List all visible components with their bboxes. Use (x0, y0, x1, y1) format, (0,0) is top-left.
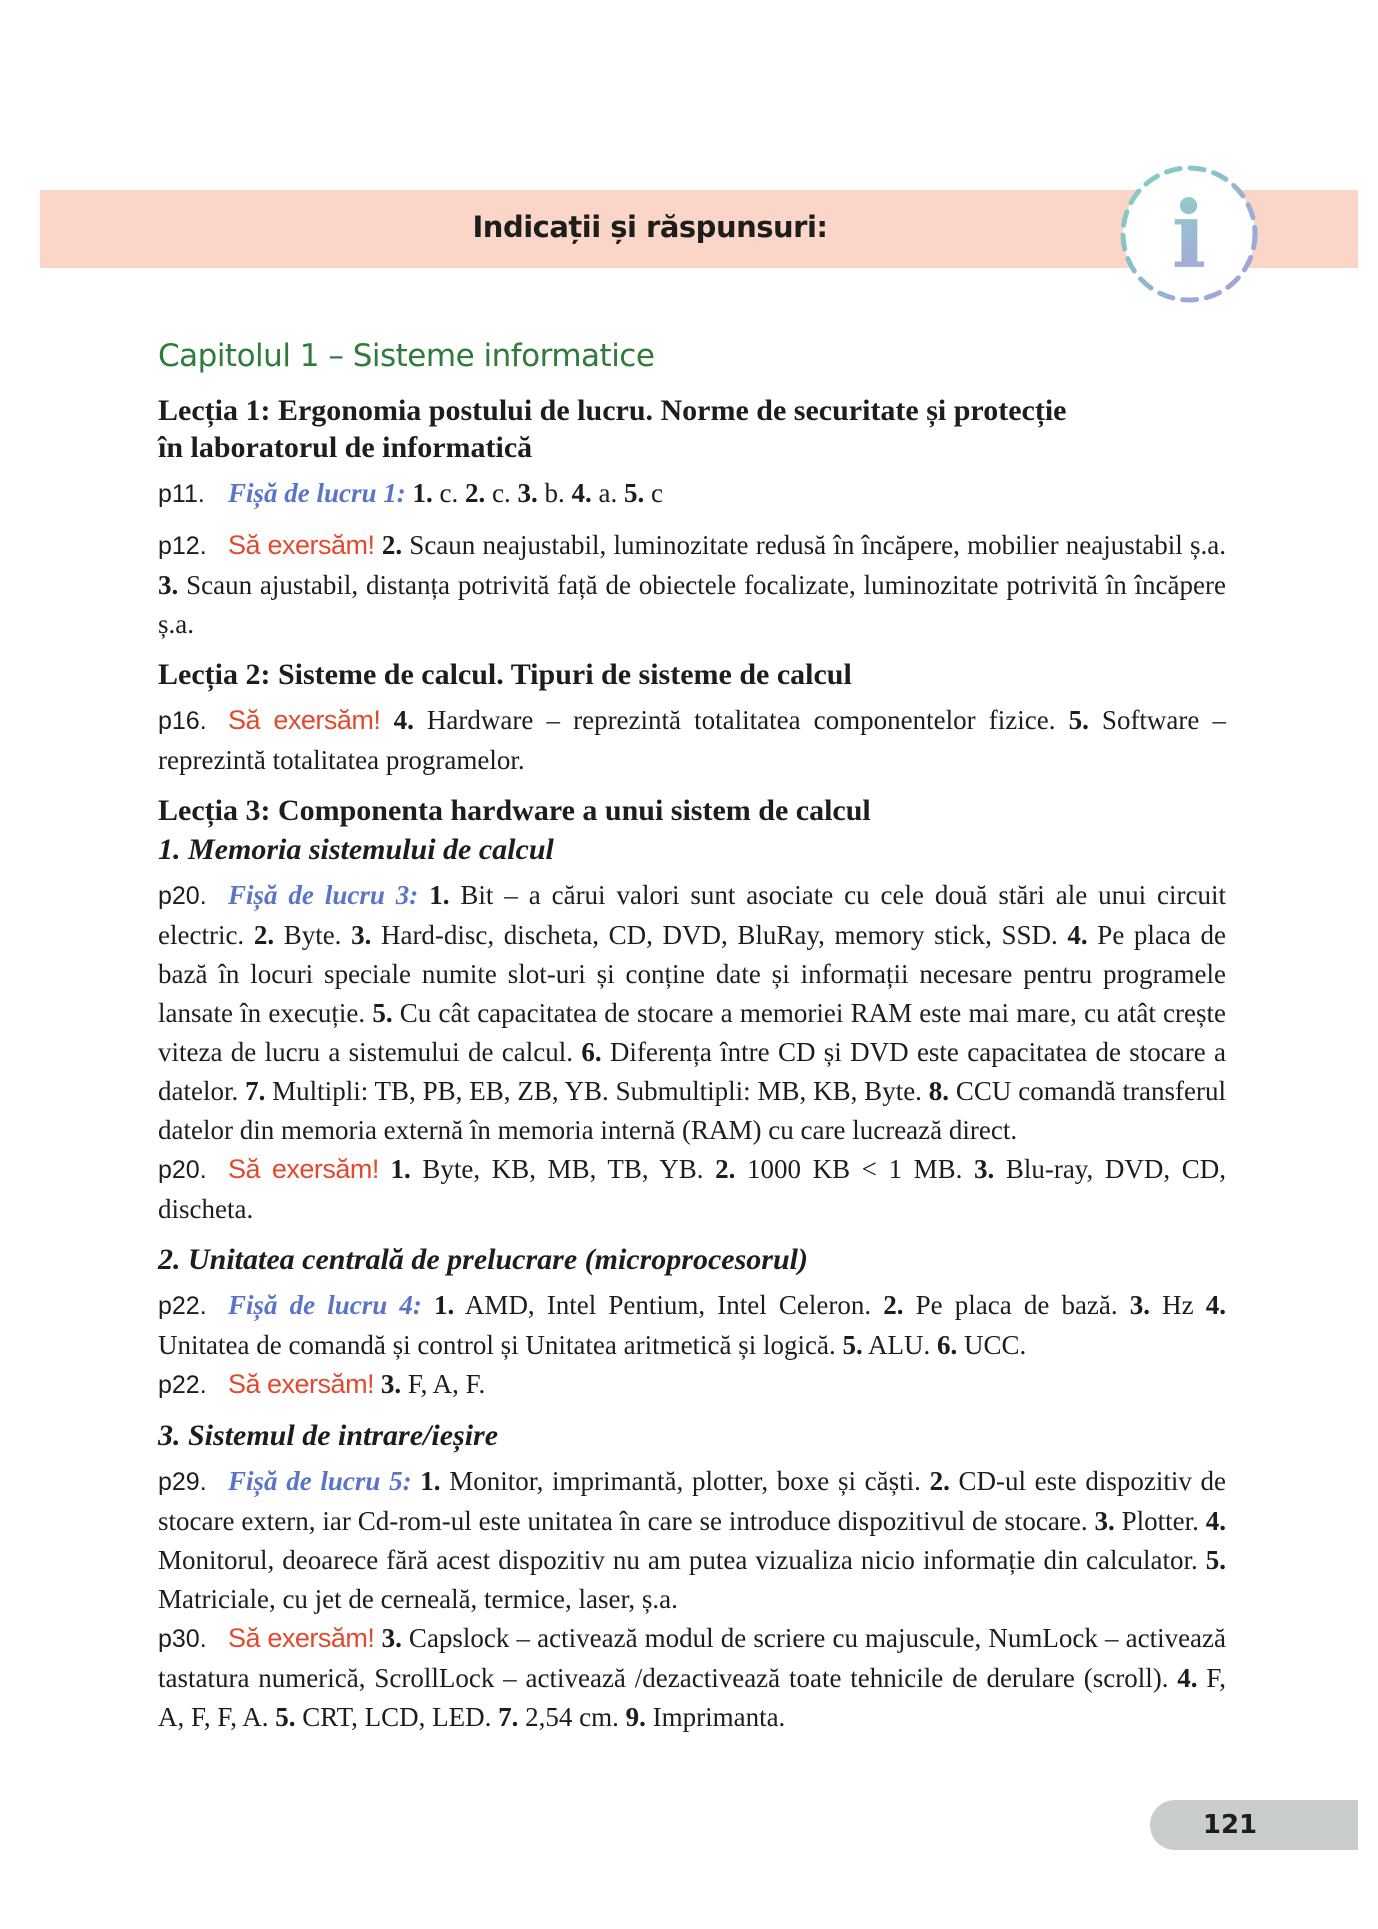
answer-text: 4. Hardware – reprezintă totalitatea componentelor fizice. 5. Software – reprezintă totalitatea programelor. (158, 705, 1227, 775)
answer-text: 1. Monitor, imprimantă, plotter, boxe și căști. 2. CD-ul este dispozitiv de stocare extern, iar Cd-rom-ul este unitatea în care se introduce dispozitivul de stocare. 3. Plotter. 4. Monitorul, deoarece fără acest dispozitiv nu am putea vizualiza nicio informație din calculator. 5. Matriciale, cu jet de cerneală, termice, laser, ș.a. (158, 1466, 1227, 1614)
subsection-3-title: 3. Sistemul de intrare/ieșire (158, 1419, 499, 1452)
exercise-label: Să exersăm! (228, 705, 381, 735)
lesson-1-title-line1: Lecția 1: Ergonomia postului de lucru. Norme de securitate și protecție (158, 394, 1067, 427)
answer-p22-worksheet (158, 1286, 1226, 1365)
answers-content (158, 392, 1226, 1749)
subsection-1-title: 1. Memoria sistemului de calcul (158, 833, 554, 866)
lesson-2-title: Lecția 2: Sisteme de calcul. Tipuri de sisteme de calcul (158, 658, 852, 691)
answer-text: 1. Byte, KB, MB, TB, YB. 2. 1000 KB < 1 MB. 3. Blu-ray, DVD, CD, discheta. (158, 1154, 1227, 1224)
page-ref: p30. (158, 1625, 207, 1653)
chapter-title: Capitolul 1 – Sisteme informatice (158, 338, 655, 374)
worksheet-label: Fișă de lucru 5: (228, 1466, 412, 1496)
answer-p30 (158, 1619, 1226, 1737)
page-ref: p11. (158, 480, 205, 508)
answer-p20-worksheet (158, 876, 1226, 1150)
answer-p22-exercise (158, 1365, 1226, 1405)
exercise-label: Să exersăm! (228, 1369, 375, 1399)
answer-p12 (158, 526, 1226, 644)
info-icon-letter: i (1171, 181, 1207, 289)
page-number: 121 (1202, 1810, 1258, 1840)
page-ref: p16. (158, 707, 207, 735)
answer-text: 1. AMD, Intel Pentium, Intel Celeron. 2. Pe placa de bază. 3. Hz 4. Unitatea de comandă și control și Unitatea aritmetică și logică. 5. ALU. 6. UCC. (158, 1290, 1227, 1360)
answer-p20-exercise (158, 1150, 1226, 1229)
answer-text: 1. c. 2. c. 3. b. 4. a. 5. c (412, 478, 663, 508)
exercise-label: Să exersăm! (228, 530, 375, 560)
banner-title: Indicații și răspunsuri: (472, 210, 828, 244)
answer-p16 (158, 701, 1226, 780)
page-ref: p20. (158, 882, 207, 910)
worksheet-label: Fișă de lucru 3: (228, 880, 419, 910)
answer-p29 (158, 1462, 1226, 1619)
answer-text: 3. F, A, F. (380, 1369, 486, 1399)
subsection-2-title: 2. Unitatea centrală de prelucrare (microprocesorul) (158, 1243, 808, 1276)
page-ref: p29. (158, 1468, 207, 1496)
exercise-label: Să exersăm! (228, 1623, 375, 1653)
worksheet-label: Fișă de lucru 4: (228, 1290, 422, 1320)
answer-text: 3. Capslock – activează modul de scriere cu majuscule, NumLock – activează tastatura numerică, ScrollLock – activează /dezactivează toate tehnicile de derulare (scroll). 4. F, A, F, F, A. 5. CRT, LCD, LED. 7. 2,54 cm. 9. Imprimanta. (158, 1623, 1227, 1732)
answer-p11 (158, 474, 1226, 514)
lesson-1-title-line2: în laboratorul de informatică (158, 431, 533, 464)
answer-text: 2. Scaun neajustabil, luminozitate redusă în încăpere, mobilier neajustabil ș.a. 3. Scaun ajustabil, distanța potrivită față de obiectele focalizate, luminozitate potrivită în încăpere ș.a. (158, 530, 1227, 639)
lesson-3-title: Lecția 3: Componenta hardware a unui sistem de calcul (158, 794, 871, 827)
info-icon (1118, 163, 1260, 305)
page-ref: p20. (158, 1156, 207, 1184)
page-ref: p22. (158, 1371, 207, 1399)
page-ref: p12. (158, 532, 207, 560)
exercise-label: Să exersăm! (228, 1154, 379, 1184)
answer-text: 1. Bit – a cărui valori sunt asociate cu cele două stări ale unui circuit electric. 2. Byte. 3. Hard-disc, discheta, CD, DVD, BluRay, memory stick, SSD. 4. Pe placa de bază în locuri speciale numite slot-uri și conține date și informații necesare pentru programele lansate în execuție. 5. Cu cât capacitatea de stocare a memoriei RAM este mai mare, cu atât crește viteza de lucru a sistemului de calcul. 6. Diferența între CD și DVD este capacitatea de stocare a datelor. 7. Multipli: TB, PB, EB, ZB, YB. Submultipli: MB, KB, Byte. 8. CCU comandă transferul datelor din memoria externă în memoria internă (RAM) cu care lucrează direct. (158, 880, 1227, 1145)
page-ref: p22. (158, 1292, 207, 1320)
lesson-1-title (158, 392, 1226, 466)
worksheet-label: Fișă de lucru 1: (228, 478, 406, 508)
